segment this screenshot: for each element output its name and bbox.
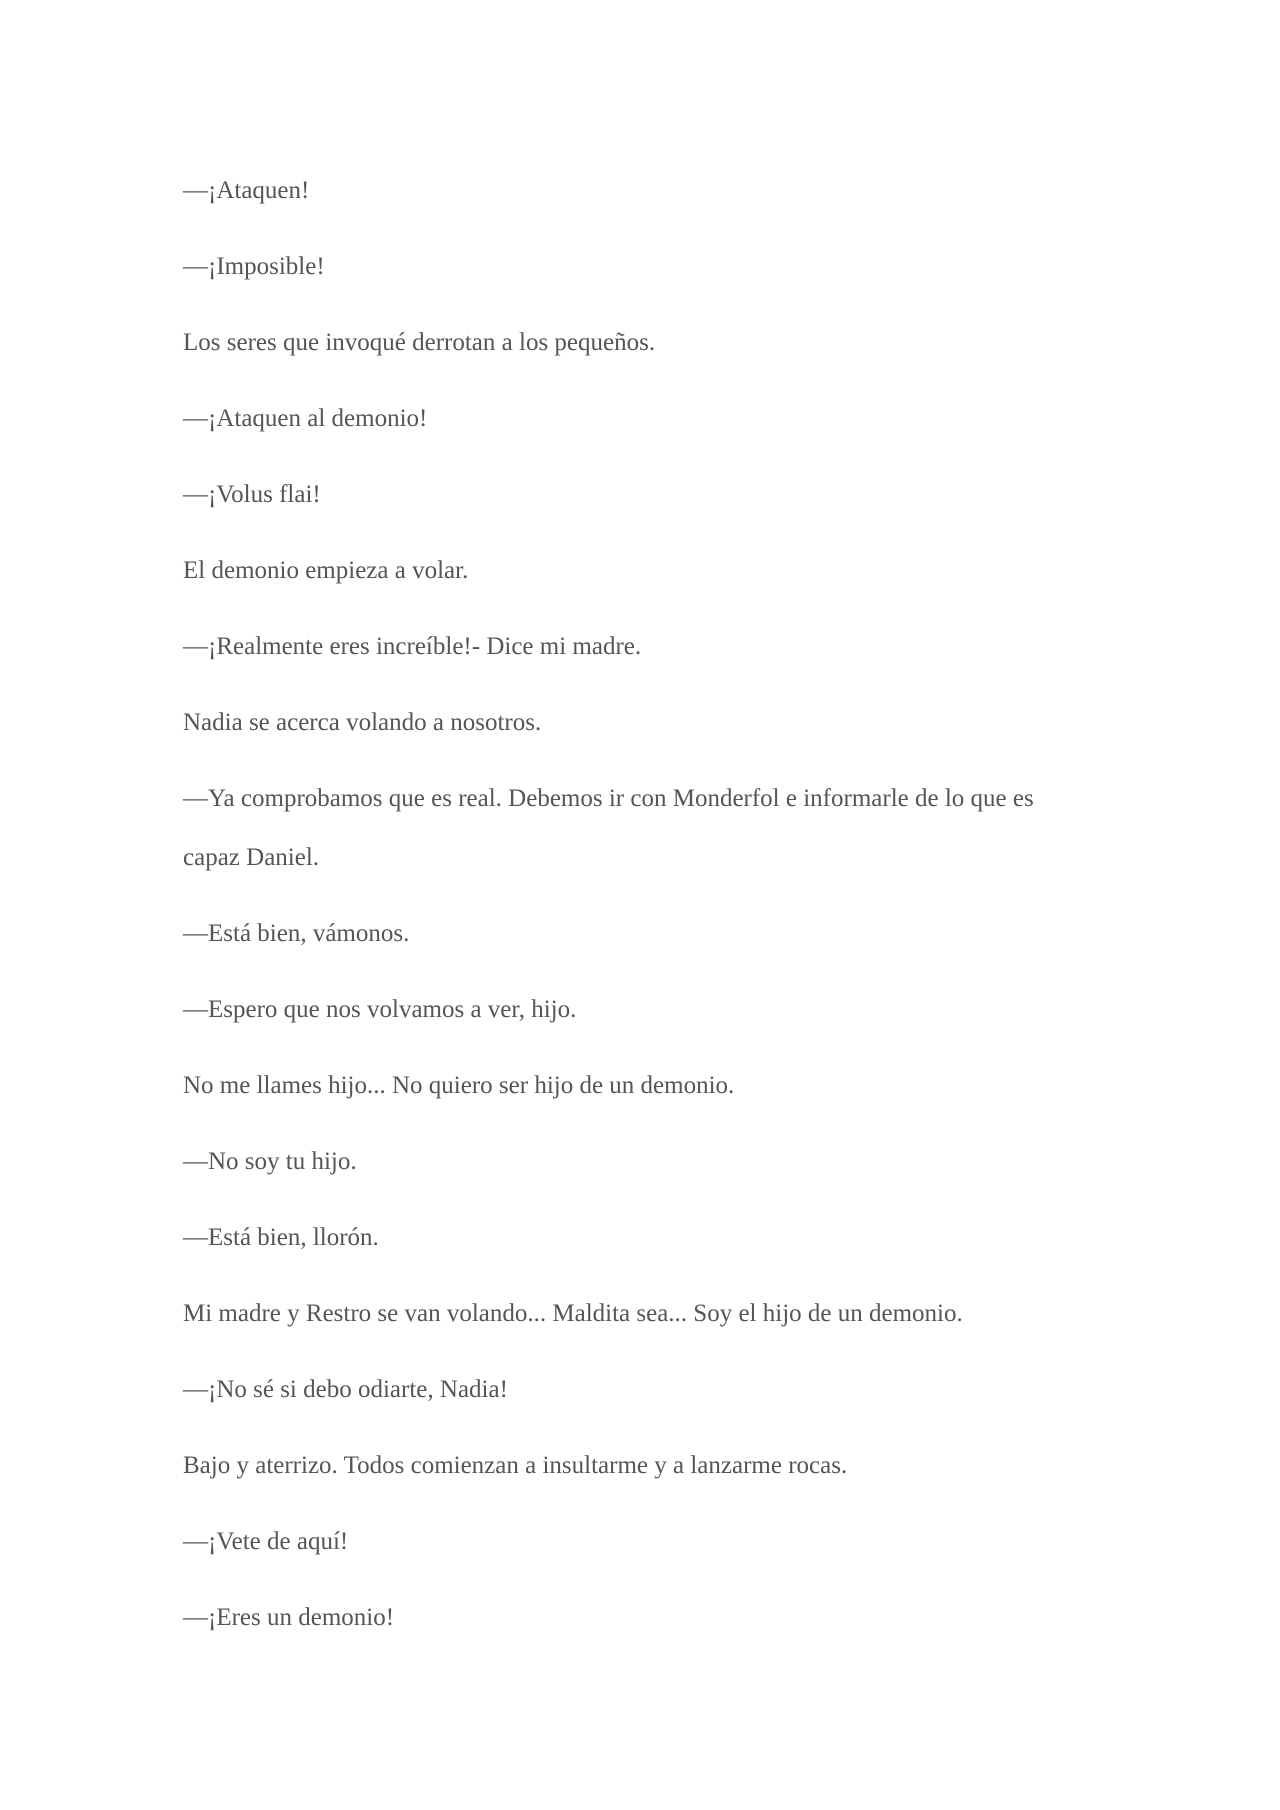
paragraph-9-line-2: capaz Daniel. — [183, 844, 320, 871]
paragraph-1: —¡Ataquen! — [183, 177, 310, 204]
paragraph-19: —¡Eres un demonio! — [183, 1604, 395, 1631]
paragraph-5: —¡Volus flai! — [183, 481, 321, 508]
paragraph-8: Nadia se acerca volando a nosotros. — [183, 709, 542, 736]
paragraph-11: —Espero que nos volvamos a ver, hijo. — [183, 996, 577, 1023]
paragraph-16: —¡No sé si debo odiarte, Nadia! — [183, 1376, 508, 1403]
paragraph-7: —¡Realmente eres increíble!- Dice mi madre. — [183, 633, 642, 660]
story-text — [183, 176, 1083, 1679]
paragraph-2: —¡Imposible! — [183, 253, 325, 280]
paragraph-12: No me llames hijo... No quiero ser hijo de un demonio. — [183, 1072, 735, 1099]
paragraph-3: Los seres que invoqué derrotan a los pequeños. — [183, 329, 656, 356]
paragraph-18: —¡Vete de aquí! — [183, 1528, 349, 1555]
paragraph-6: El demonio empieza a volar. — [183, 557, 469, 584]
paragraph-14: —Está bien, llorón. — [183, 1224, 379, 1251]
paragraph-13: —No soy tu hijo. — [183, 1148, 357, 1175]
paragraph-17: Bajo y aterrizo. Todos comienzan a insultarme y a lanzarme rocas. — [183, 1452, 848, 1479]
paragraph-10: —Está bien, vámonos. — [183, 920, 410, 947]
paragraph-9-line-1: —Ya comprobamos que es real. Debemos ir con Monderfol e informarle de lo que es — [183, 785, 1034, 812]
paragraph-15: Mi madre y Restro se van volando... Maldita sea... Soy el hijo de un demonio. — [183, 1300, 963, 1327]
paragraph-4: —¡Ataquen al demonio! — [183, 405, 428, 432]
paragraph-9 — [183, 784, 1083, 873]
